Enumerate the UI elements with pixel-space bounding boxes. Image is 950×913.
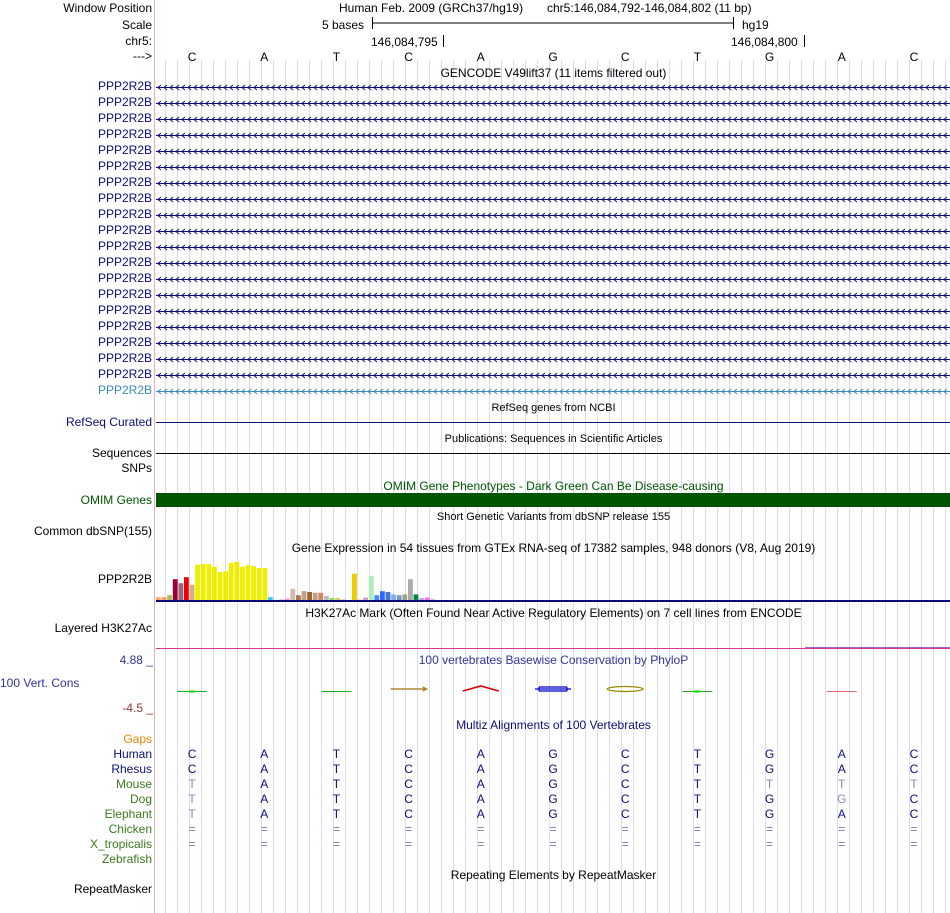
- h3k27ac-label[interactable]: Layered H3K27Ac: [54, 621, 152, 635]
- alignment-base: C: [404, 747, 413, 761]
- gtex-bar: [262, 568, 267, 600]
- alignment-base: =: [405, 822, 413, 836]
- gtex-bar: [178, 583, 183, 600]
- scale-text: 5 bases: [322, 18, 365, 32]
- gtex-bar: [369, 576, 374, 600]
- alignment-base: C: [404, 762, 413, 776]
- species-label[interactable]: Mouse: [115, 777, 152, 791]
- gtex-bar: [408, 579, 413, 600]
- gtex-bar: [358, 599, 363, 600]
- base-letter: A: [476, 50, 485, 64]
- gtex-bar: [201, 564, 206, 600]
- gtex-label[interactable]: PPP2R2B: [97, 572, 152, 586]
- alignment-base: A: [837, 807, 846, 821]
- gtex-bar: [307, 592, 312, 600]
- alignment-base: C: [620, 807, 630, 821]
- phylop-glyph: [391, 687, 427, 691]
- alignment-base: =: [477, 822, 485, 836]
- alignment-base: T: [332, 807, 341, 821]
- species-label[interactable]: Human: [113, 747, 152, 761]
- alignment-base: =: [332, 822, 340, 836]
- alignment-base: G: [764, 747, 775, 761]
- alignment-base: =: [405, 837, 413, 851]
- gtex-bar: [246, 565, 251, 600]
- gtex-title: Gene Expression in 54 tissues from GTEx RNA-seq of 17382 samples, 948 donors (V8, Aug 2019): [291, 541, 816, 555]
- alignment-base: =: [621, 822, 629, 836]
- alignment-base: =: [260, 837, 268, 851]
- alignment-base: A: [837, 747, 846, 761]
- gencode-gene-label[interactable]: PPP2R2B: [97, 367, 152, 381]
- gtex-bar: [279, 599, 284, 600]
- base-sequence: [0, 0, 950, 70]
- alignment-base: G: [837, 792, 847, 806]
- gtex-bar: [190, 585, 195, 600]
- base-letter: A: [837, 50, 846, 64]
- species-label[interactable]: Rhesus: [111, 762, 152, 776]
- omim-label[interactable]: OMIM Genes: [80, 493, 152, 507]
- chr-label: chr5:: [125, 34, 152, 48]
- gencode-gene-label[interactable]: PPP2R2B: [97, 159, 152, 173]
- alignment-base: T: [693, 762, 702, 776]
- gencode-gene-label[interactable]: PPP2R2B: [97, 95, 152, 109]
- gtex-bar: [352, 574, 357, 600]
- species-label[interactable]: Zebrafish: [101, 852, 152, 866]
- gencode-gene-label[interactable]: PPP2R2B: [97, 223, 152, 237]
- species-label[interactable]: Chicken: [108, 822, 152, 836]
- phylop-mark: [694, 691, 700, 693]
- alignment-base: =: [766, 822, 774, 836]
- tick-left-text: 146,084,795: [371, 35, 438, 49]
- phylop-label[interactable]: 100 Vert. Cons: [0, 676, 80, 690]
- alignment-base: C: [620, 792, 630, 806]
- gtex-bar: [162, 597, 167, 600]
- gtex-bar: [206, 564, 211, 600]
- pubs-title: Publications: Sequences in Scientific Articles: [444, 433, 663, 445]
- alignment-base: T: [188, 807, 196, 821]
- gencode-gene-label[interactable]: PPP2R2B: [97, 79, 152, 93]
- repeatmasker-label[interactable]: RepeatMasker: [73, 882, 152, 896]
- gtex-bar: [290, 589, 295, 600]
- base-letter: C: [404, 50, 413, 64]
- alignment-base: T: [332, 792, 341, 806]
- strand-label: --->: [133, 49, 152, 63]
- alignment-base: G: [548, 807, 558, 821]
- alignment-base: =: [188, 837, 196, 851]
- species-label[interactable]: Dog: [129, 792, 152, 806]
- base-letter: T: [693, 50, 702, 64]
- h3k27ac-title: H3K27Ac Mark (Often Found Near Active Regulatory Elements) on 7 cell lines from ENCODE: [305, 606, 802, 620]
- gtex-bar: [430, 599, 435, 600]
- gtex-bar: [397, 595, 402, 600]
- db-text: hg19: [742, 18, 769, 32]
- phylop-mark: [189, 691, 195, 693]
- alignment-base: C: [187, 762, 197, 776]
- alignment-base: G: [764, 807, 775, 821]
- alignment-base: =: [621, 837, 629, 851]
- gtex-bar: [341, 599, 346, 600]
- gtex-bar: [296, 595, 301, 600]
- gtex-bar: [285, 598, 290, 600]
- base-letter: C: [620, 50, 630, 64]
- gtex-bar: [313, 593, 318, 600]
- multiz-alignment: [0, 740, 950, 870]
- alignment-base: T: [188, 792, 196, 806]
- gencode-gene-label[interactable]: PPP2R2B: [97, 111, 152, 125]
- gencode-gene-label[interactable]: PPP2R2B: [97, 335, 152, 349]
- alignment-base: C: [909, 762, 919, 776]
- alignment-base: =: [693, 822, 701, 836]
- multiz-title: Multiz Alignments of 100 Vertebrates: [456, 718, 651, 732]
- tick-right-text: 146,084,800: [731, 35, 798, 49]
- alignment-base: G: [548, 747, 558, 761]
- alignment-base: A: [260, 777, 269, 791]
- alignment-base: T: [332, 762, 341, 776]
- alignment-base: T: [765, 777, 774, 791]
- alignment-base: C: [404, 792, 413, 806]
- base-letter: G: [764, 50, 775, 64]
- species-label[interactable]: Elephant: [104, 807, 152, 821]
- gtex-bar: [257, 568, 262, 600]
- alignment-base: C: [909, 792, 919, 806]
- alignment-base: G: [548, 792, 558, 806]
- gencode-gene-label[interactable]: PPP2R2B: [97, 175, 152, 189]
- alignment-base: =: [766, 837, 774, 851]
- gencode-gene-label[interactable]: PPP2R2B: [97, 207, 152, 221]
- gencode-gene-label[interactable]: PPP2R2B: [97, 239, 152, 253]
- gencode-gene-label[interactable]: PPP2R2B: [97, 255, 152, 269]
- gtex-bar: [374, 595, 379, 600]
- alignment-base: =: [693, 837, 701, 851]
- alignment-base: =: [910, 837, 918, 851]
- alignment-base: A: [260, 747, 269, 761]
- gencode-gene-label[interactable]: PPP2R2B: [97, 383, 152, 397]
- alignment-base: =: [838, 837, 846, 851]
- alignment-base: A: [476, 807, 485, 821]
- alignment-base: =: [188, 822, 196, 836]
- gtex-bar: [302, 591, 307, 600]
- base-letter: T: [332, 50, 341, 64]
- phylop-title: 100 vertebrates Basewise Conservation by PhyloP: [418, 653, 689, 667]
- gencode-title: GENCODE V49lift37 (11 items filtered out): [440, 66, 667, 80]
- phylop-glyph: [535, 687, 571, 691]
- gtex-bar: [363, 598, 368, 600]
- gtex-bar: [386, 592, 391, 600]
- gtex-bar: [380, 591, 385, 600]
- alignment-base: G: [764, 762, 775, 776]
- alignment-base: =: [260, 822, 268, 836]
- alignment-base: T: [693, 807, 702, 821]
- base-letter: G: [548, 50, 558, 64]
- alignment-base: T: [693, 747, 702, 761]
- gencode-gene-label[interactable]: PPP2R2B: [97, 191, 152, 205]
- gtex-bar: [229, 563, 234, 600]
- gtex-bar: [218, 572, 223, 600]
- gtex-bar: [195, 565, 200, 600]
- gencode-gene-label[interactable]: PPP2R2B: [97, 287, 152, 301]
- species-label[interactable]: X_tropicalis: [89, 837, 152, 851]
- gtex-bar: [318, 593, 323, 600]
- alignment-base: A: [476, 747, 485, 761]
- gtex-bar: [268, 597, 273, 600]
- gencode-gene-label[interactable]: PPP2R2B: [97, 351, 152, 365]
- phylop-min: -4.5 _: [122, 701, 153, 715]
- gtex-bar: [156, 597, 161, 600]
- gtex-bar: [324, 596, 329, 600]
- alignment-base: =: [477, 837, 485, 851]
- alignment-base: C: [404, 777, 413, 791]
- gaps-label[interactable]: Gaps: [123, 732, 152, 746]
- alignment-base: T: [838, 777, 846, 791]
- gtex-bar: [223, 571, 228, 600]
- scale-label: Scale: [121, 18, 152, 32]
- gtex-bar: [212, 567, 217, 600]
- gencode-gene-label[interactable]: PPP2R2B: [97, 127, 152, 141]
- alignment-base: T: [188, 777, 196, 791]
- gtex-bar: [167, 595, 172, 600]
- gtex-bar: [335, 598, 340, 600]
- alignment-base: =: [910, 822, 918, 836]
- alignment-base: G: [548, 762, 558, 776]
- gtex-bar: [184, 577, 189, 600]
- gencode-track[interactable]: [0, 78, 950, 408]
- alignment-base: C: [187, 747, 197, 761]
- base-letter: C: [187, 50, 197, 64]
- alignment-base: C: [620, 747, 630, 761]
- alignment-base: =: [549, 837, 557, 851]
- gtex-bar: [414, 594, 419, 600]
- window-position-label: Window Position: [63, 1, 152, 15]
- alignment-base: C: [620, 777, 630, 791]
- refseq-title: RefSeq genes from NCBI: [491, 402, 616, 414]
- alignment-base: =: [549, 822, 557, 836]
- alignment-base: G: [548, 777, 558, 791]
- alignment-base: T: [332, 747, 341, 761]
- pubs-label-sequences[interactable]: Sequences: [91, 446, 152, 460]
- alignment-base: T: [910, 777, 918, 791]
- alignment-base: C: [909, 807, 919, 821]
- alignment-base: =: [332, 837, 340, 851]
- gtex-bar: [425, 598, 430, 600]
- base-letter: A: [260, 50, 269, 64]
- gencode-gene-label[interactable]: PPP2R2B: [97, 271, 152, 285]
- phylop-glyph: [463, 686, 499, 691]
- alignment-base: C: [404, 807, 413, 821]
- phylop-glyph: [607, 687, 643, 692]
- assembly-text: Human Feb. 2009 (GRCh37/hg19): [339, 1, 524, 15]
- gtex-bar: [240, 567, 245, 600]
- gencode-gene-label[interactable]: PPP2R2B: [97, 319, 152, 333]
- gtex-bar: [330, 598, 335, 600]
- alignment-base: A: [476, 762, 485, 776]
- gtex-bar: [419, 598, 424, 600]
- omim-bar: [156, 493, 950, 507]
- alignment-base: C: [909, 747, 919, 761]
- gtex-chart[interactable]: [0, 553, 950, 603]
- base-letter: C: [909, 50, 919, 64]
- gtex-bar: [234, 562, 239, 600]
- alignment-base: A: [837, 762, 846, 776]
- gtex-bar: [391, 594, 396, 600]
- alignment-base: A: [260, 807, 269, 821]
- alignment-base: A: [260, 762, 269, 776]
- alignment-base: =: [838, 822, 846, 836]
- alignment-base: T: [332, 777, 341, 791]
- pubs-label-snps[interactable]: SNPs: [121, 461, 152, 475]
- alignment-base: A: [476, 777, 485, 791]
- alignment-base: T: [693, 792, 702, 806]
- alignment-base: T: [693, 777, 702, 791]
- gencode-gene-label[interactable]: PPP2R2B: [97, 303, 152, 317]
- coords-text: chr5:146,084,792-146,084,802 (11 bp): [547, 1, 752, 15]
- refseq-label[interactable]: RefSeq Curated: [65, 415, 152, 429]
- gtex-bar: [402, 594, 407, 600]
- gtex-bar: [173, 579, 178, 600]
- alignment-base: A: [476, 792, 485, 806]
- alignment-base: A: [260, 792, 269, 806]
- omim-title: OMIM Gene Phenotypes - Dark Green Can Be Disease-causing: [383, 479, 724, 493]
- gencode-gene-label[interactable]: PPP2R2B: [97, 143, 152, 157]
- dbsnp-label[interactable]: Common dbSNP(155): [33, 524, 152, 538]
- gtex-bar: [251, 566, 256, 600]
- phylop-max: 4.88 _: [119, 653, 153, 667]
- repeatmasker-title: Repeating Elements by RepeatMasker: [450, 868, 657, 882]
- phylop-glyphs: [0, 680, 950, 700]
- alignment-base: C: [620, 762, 630, 776]
- alignment-base: G: [764, 792, 775, 806]
- dbsnp-title: Short Genetic Variants from dbSNP release 155: [436, 511, 671, 523]
